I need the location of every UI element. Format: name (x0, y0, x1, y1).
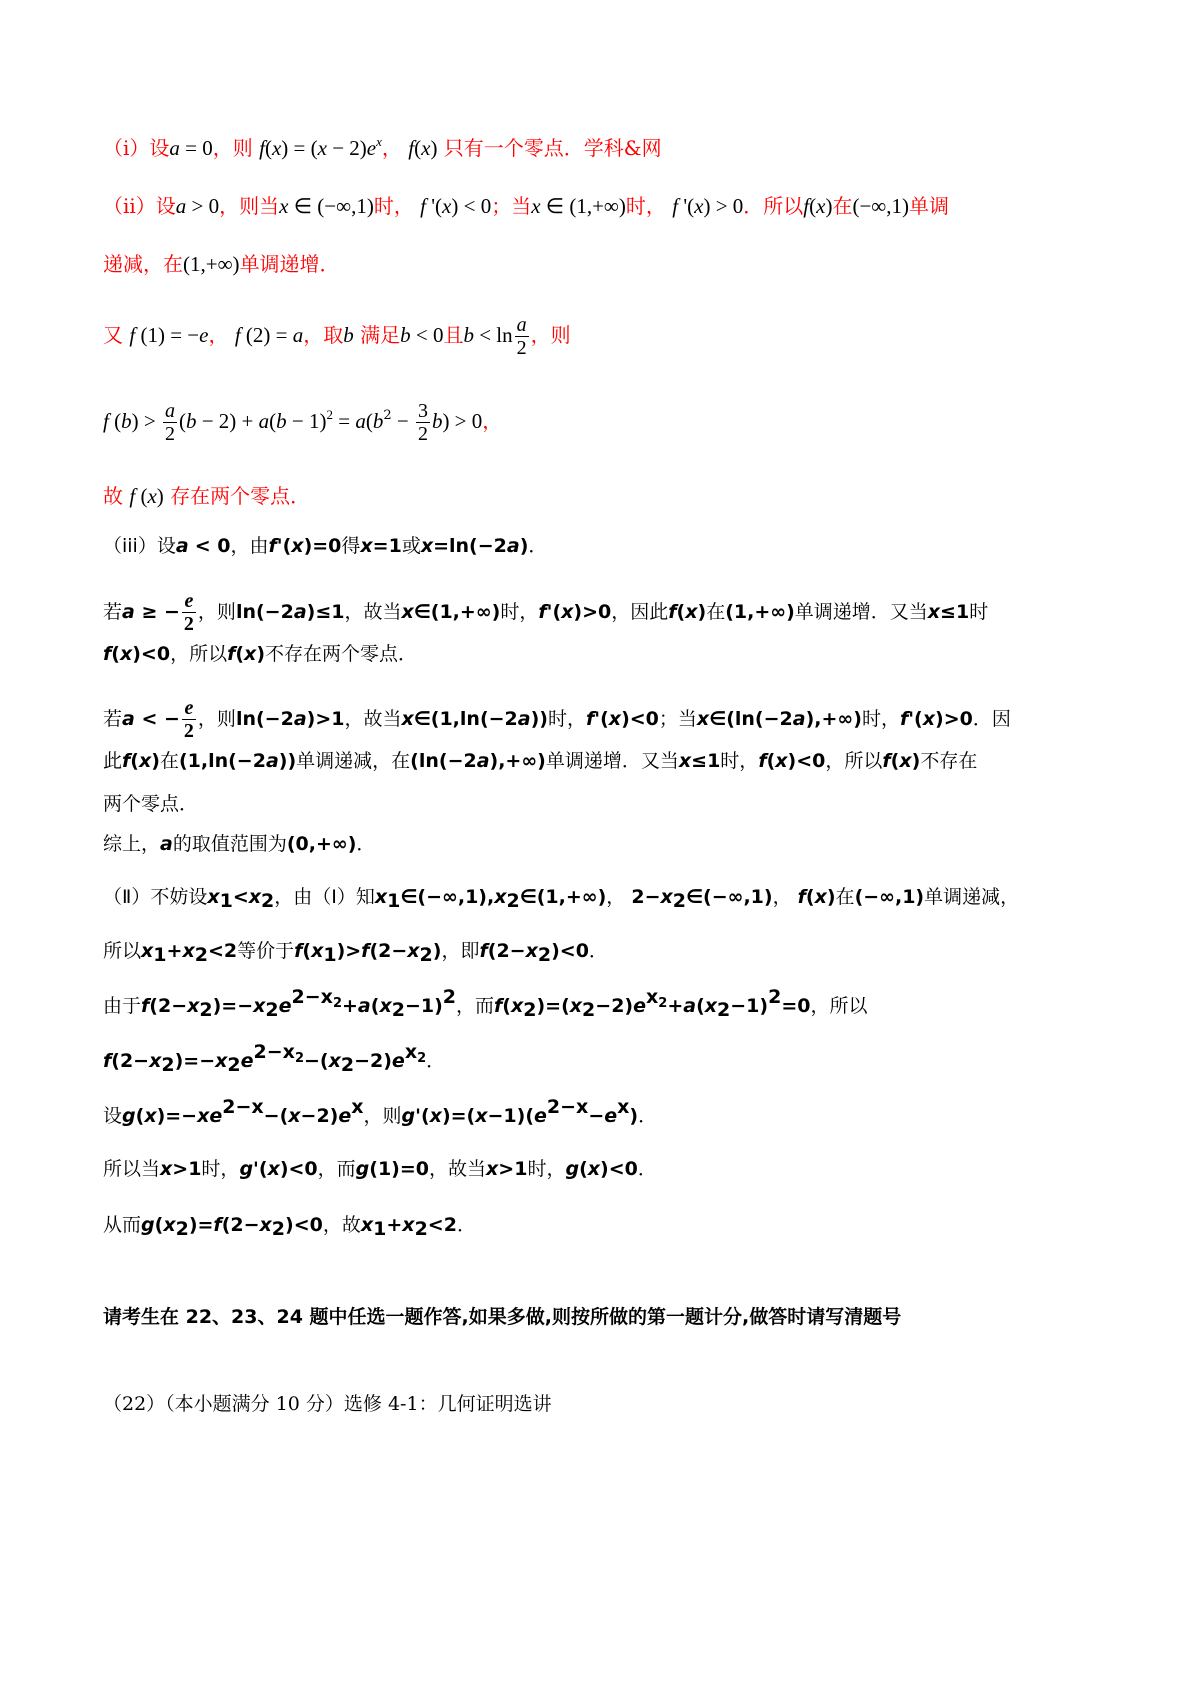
solution-case-iii-b-cont: 此f(x)在(1,ln(−2a))单调递减，在(ln(−2a),+∞)单调递增．又当x≤1时，f(x)<0，所以f(x)不存在 (103, 750, 978, 772)
solution-two-zeros: 故 f (x) 存在两个零点． (103, 484, 311, 508)
solution-case-iii-a-cont: f(x)<0，所以f(x)不存在两个零点． (103, 643, 418, 665)
solution-fb-inequality: f (b) > $\frac{a}{2}$ $(b - 2) + a(b - 1)^2 = a(b^2$ − $\frac{3}{2}$ b) > 0， (103, 400, 503, 445)
solution-case-iii: （iii）设a < 0，由f'(x)=0得x=1或x=ln(−2a)． (103, 535, 548, 557)
solution-case-iii-b: 若a < − $\frac{e}{2}$ ，则ln(−2a)>1，故当x∈(1,ln(−2a))时，f'(x)<0；当x∈(ln(−2a),+∞)时，f'(x)>0．因 (103, 697, 1011, 742)
solution-part-ii-since: 由于$f(2-x_2)=-x_2e^{2-x_2}+a(x_2-1)^2$，而$f(x_2)=(x_2-2)e^{x_2}+a(x_2-1)^2=0$，所以 (103, 986, 868, 1021)
solution-conclusion-i: 综上，a的取值范围为(0,+∞)． (103, 833, 376, 855)
solution-case-ii-cont: 递减，在(1,+∞)单调递增． (103, 252, 340, 276)
solution-case-ii: （ii）设a > 0，则当x ∈ (−∞,1)时， f '(x) < 0；当x ∈ (1,+∞)时， f '(x) > 0．所以f(x)在(−∞,1)单调 (103, 194, 950, 218)
solution-part-ii-g: 设$g(x)=-xe^{2-x}-(x-2)e^x$，则$g'(x)=(x-1)(e^{2-x}-e^x)$． (103, 1096, 658, 1127)
solution-part-ii: （Ⅱ）不妨设$x_1<x_2$，由（Ⅰ）知$x_1\in(-\infty,1),x_2\in(1,+\infty)$， $2-x_2\in(-\infty,1)$， f(x)在(−∞,1)单调递减， (103, 886, 1020, 912)
solution-part-ii-expr: $f(2-x_2)=-x_2e^{2-x_2}-(x_2-2)e^{x_2}$． (103, 1041, 446, 1076)
question-22-title: （22）（本小题满分 10 分）选修 4-1：几何证明选讲 (103, 1393, 552, 1415)
case-i-text: （i）设a = 0，则 $f(x) = (x - 2)e^x$， f(x) 只有一个零点．学科&网 (103, 134, 662, 160)
solution-part-ii-g-sign: 所以当x>1时，g'(x)<0，而g(1)=0，故当x>1时，g(x)<0． (103, 1158, 657, 1180)
solution-case-i (103, 134, 662, 160)
solution-f1-f2: 又 f (1) = −e， f (2) = a，取b 满足b < 0且b < ln $\frac{a}{2}$ ，则 (103, 314, 571, 359)
solution-part-ii-conclusion: 从而$g(x_2)=f(2-x_2)<0$，故$x_1+x_2<2$． (103, 1214, 476, 1240)
solution-part-ii-equiv: 所以$x_1+x_2<2$等价于$f(x_1)>f(2-x_2)$，即$f(2-x_2)<0$． (103, 940, 608, 966)
solution-case-iii-b-end: 两个零点． (103, 793, 199, 815)
instruction-choose-question: 请考生在 22、23、24 题中任选一题作答,如果多做,则按所做的第一题计分,做答时请写清题号 (103, 1306, 902, 1328)
solution-case-iii-a: 若a ≥ − $\frac{e}{2}$ ，则ln(−2a)≤1，故当x∈(1,+∞)时，f'(x)>0，因此f(x)在(1,+∞)单调递增．又当x≤1时 (103, 590, 989, 635)
